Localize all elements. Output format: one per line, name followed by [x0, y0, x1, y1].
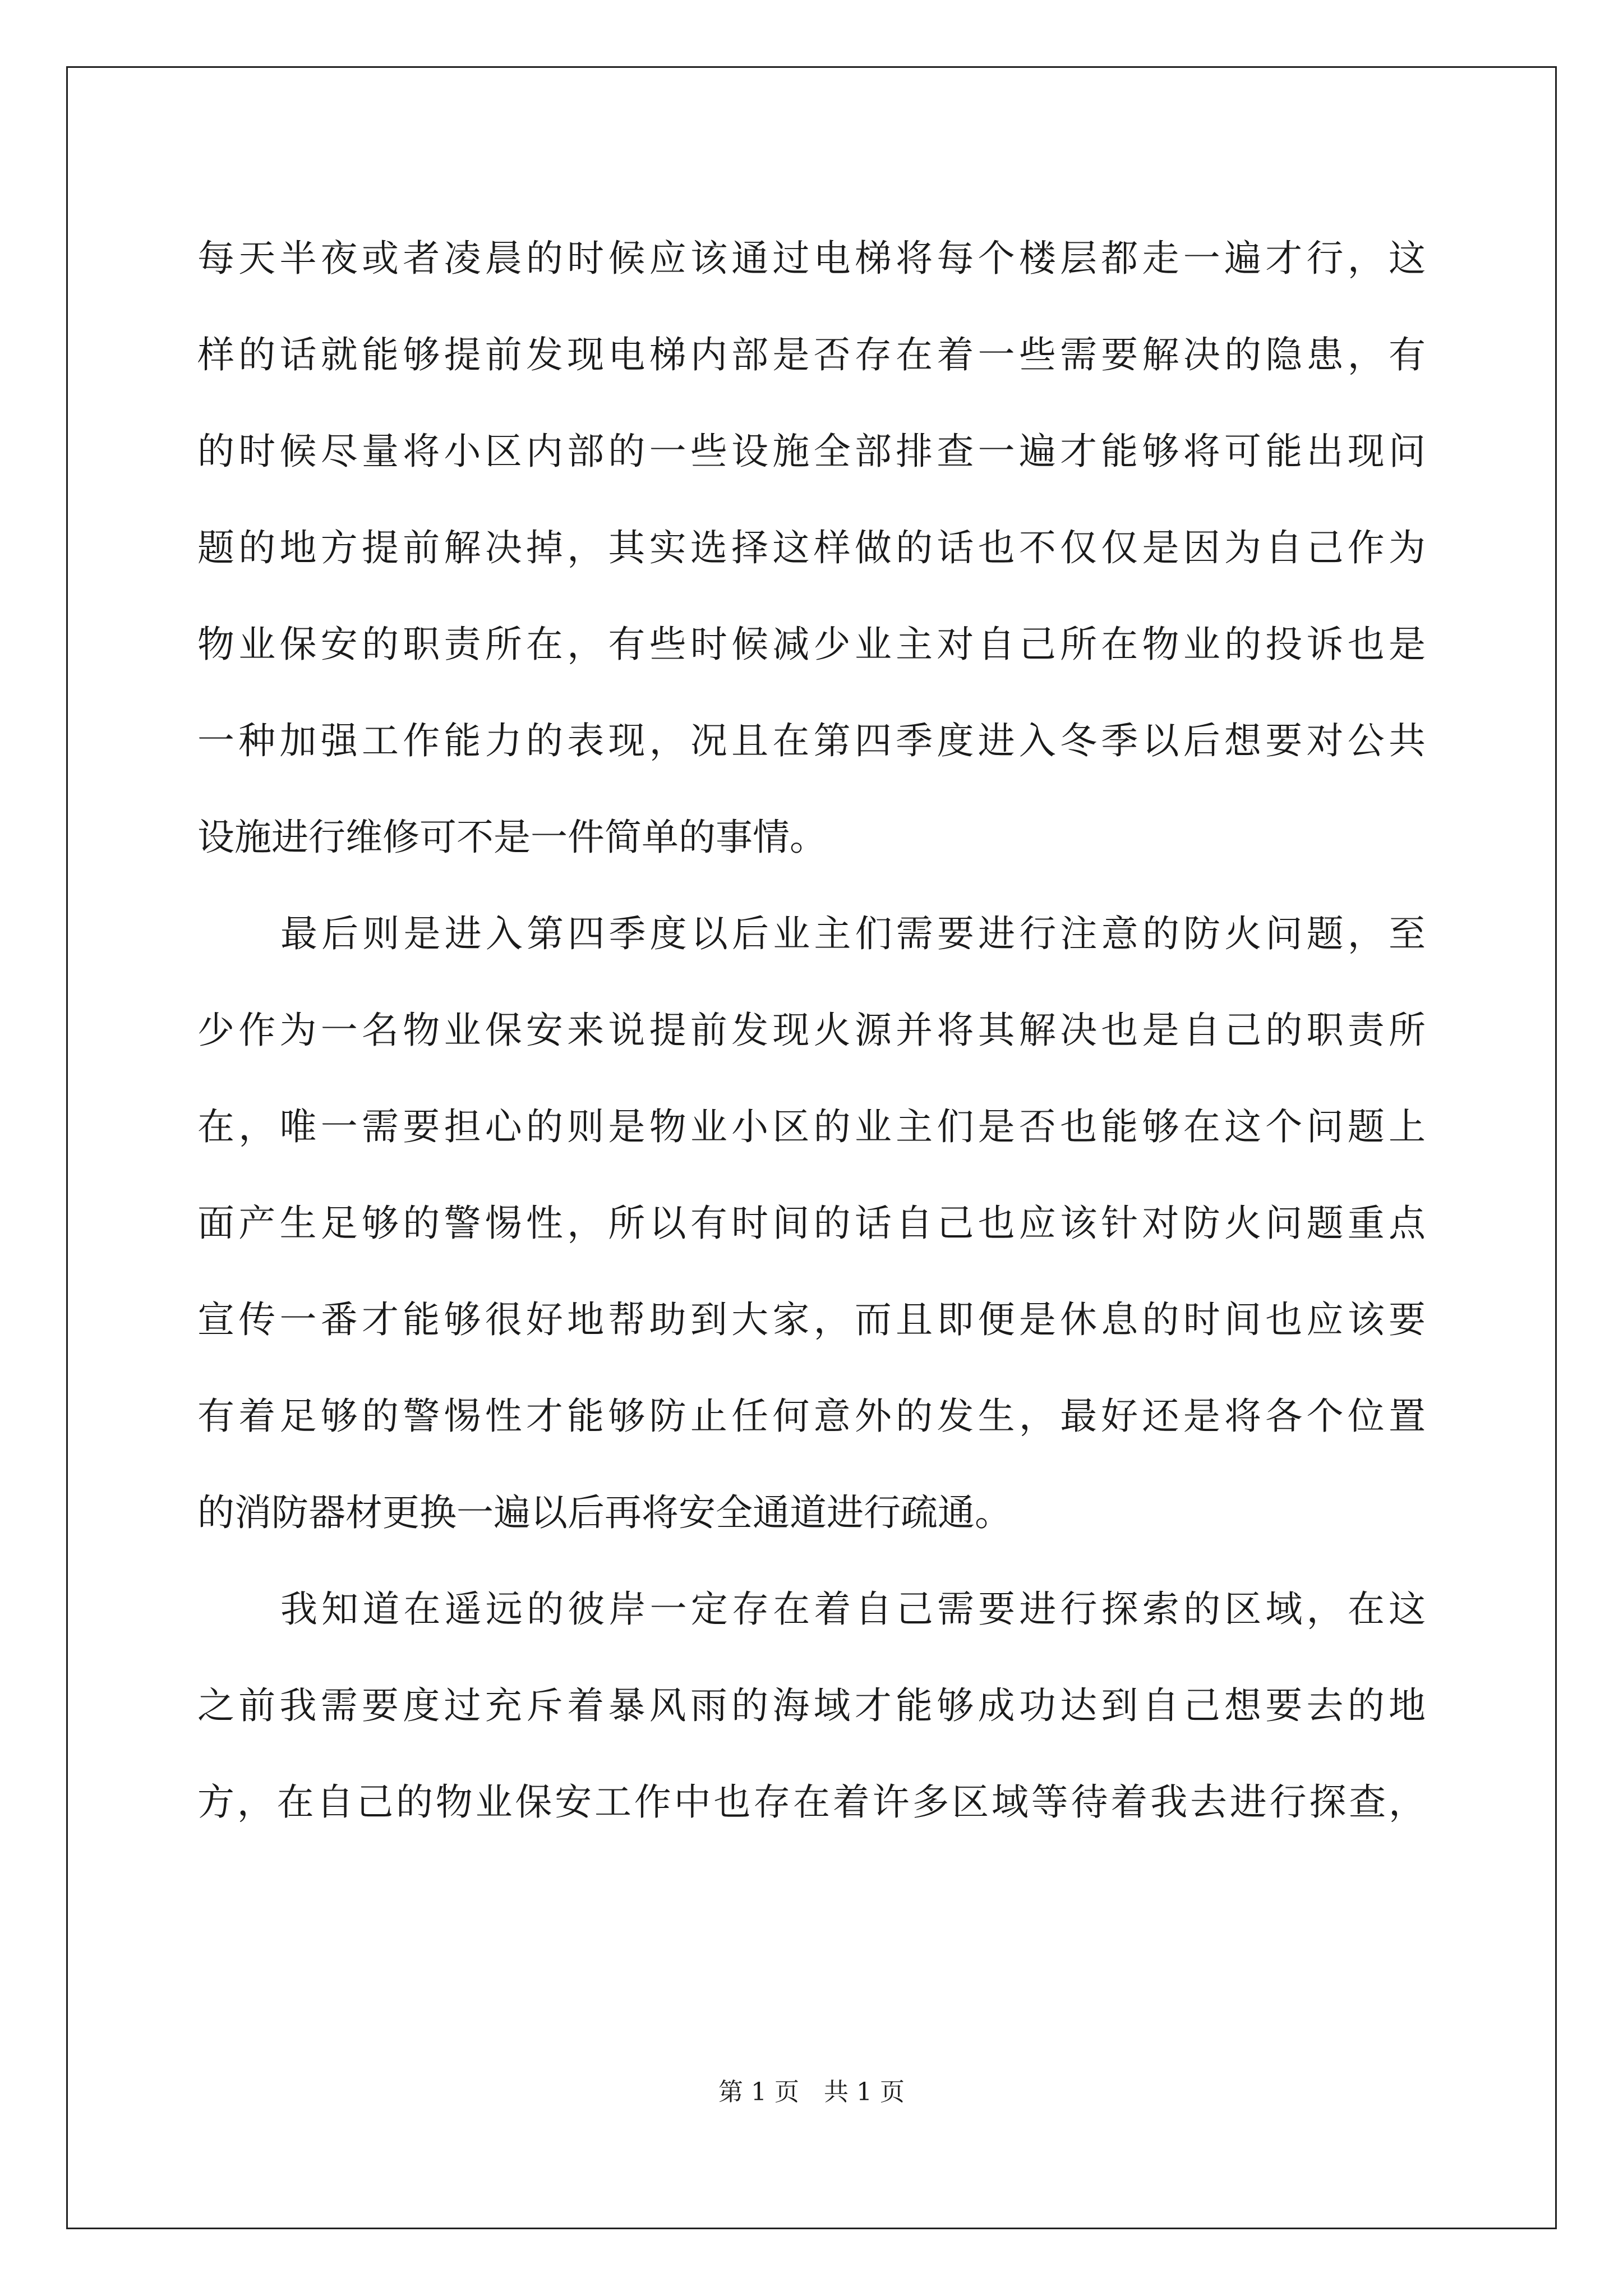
text-line: 宣传一番才能够很好地帮助到大家，而且即便是休息的时间也应该要: [197, 1298, 1426, 1341]
text-line: 的时候尽量将小区内部的一些设施全部排查一遍才能够将可能出现问: [197, 430, 1426, 473]
page-footer: [0, 2076, 1623, 2109]
text-line: 设施进行维修可不是一件简单的事情。: [197, 816, 827, 859]
text-line: 方，在自己的物业保安工作中也存在着许多区域等待着我去进行探查，: [197, 1780, 1426, 1824]
text-line: 有着足够的警惕性才能够防止任何意外的发生，最好还是将各个位置: [197, 1395, 1426, 1438]
text-line: 少作为一名物业保安来说提前发现火源并将其解决也是自己的职责所: [197, 1009, 1426, 1052]
text-line: 题的地方提前解决掉，其实选择这样做的话也不仅仅是因为自己作为: [197, 526, 1426, 569]
text-line: 的消防器材更换一遍以后再将安全通道进行疏通。: [197, 1491, 1012, 1534]
text-line: 之前我需要度过充斥着暴风雨的海域才能够成功达到自己想要去的地: [197, 1684, 1426, 1727]
text-line: 样的话就能够提前发现电梯内部是否存在着一些需要解决的隐患，有: [197, 333, 1426, 376]
paragraph-first-line: 最后则是进入第四季度以后业主们需要进行注意的防火问题，至: [280, 912, 1426, 955]
text-line: 物业保安的职责所在，有些时候减少业主对自己所在物业的投诉也是: [197, 623, 1426, 666]
text-line: 在，唯一需要担心的则是物业小区的业主们是否也能够在这个问题上: [197, 1105, 1426, 1148]
document-body: [197, 210, 1426, 1851]
text-line: 面产生足够的警惕性，所以有时间的话自己也应该针对防火问题重点: [197, 1202, 1426, 1245]
page-number: 第 1 页 共 1 页: [718, 2078, 905, 2106]
paragraph-first-line: 我知道在遥远的彼岸一定存在着自己需要进行探索的区域，在这: [280, 1588, 1426, 1631]
text-line: 一种加强工作能力的表现，况且在第四季度进入冬季以后想要对公共: [197, 719, 1426, 762]
text-line: 每天半夜或者凌晨的时候应该通过电梯将每个楼层都走一遍才行，这: [197, 237, 1426, 280]
